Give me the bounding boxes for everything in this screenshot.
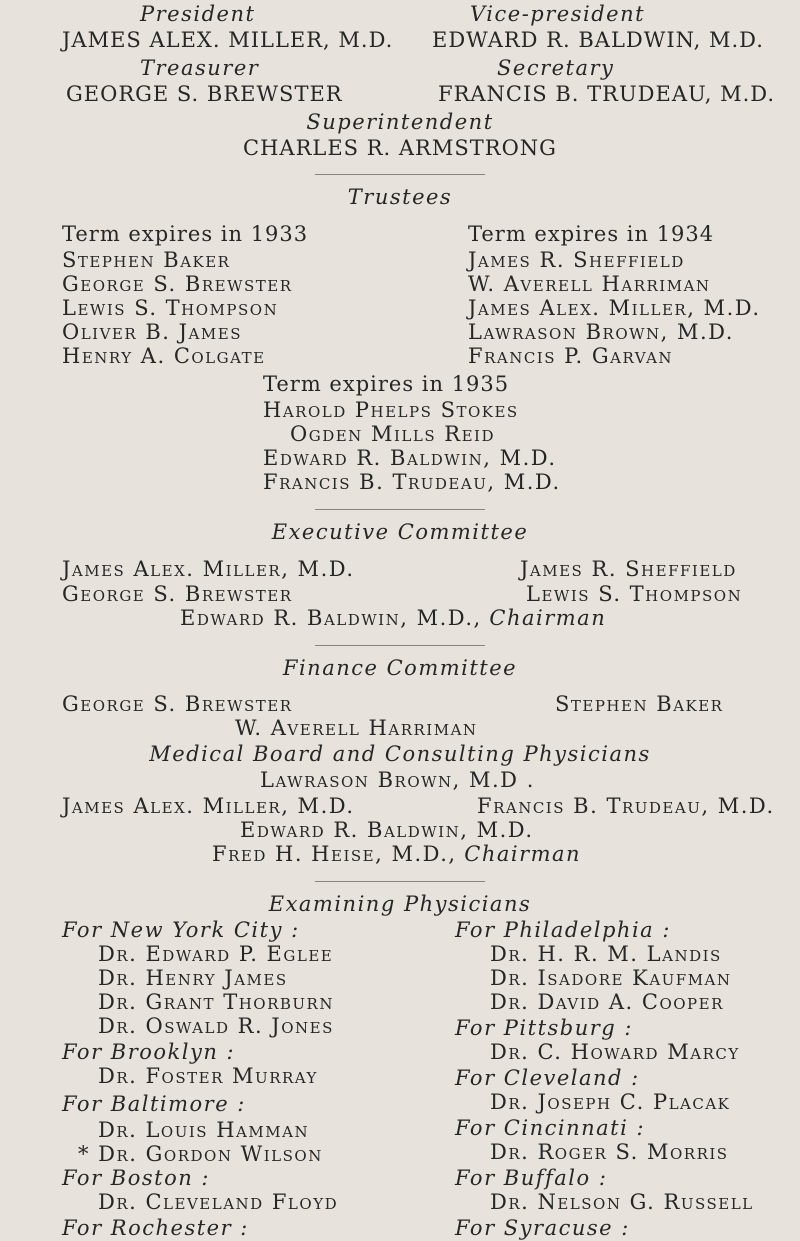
vice-president-name: EDWARD R. BALDWIN, M.D. <box>432 28 764 52</box>
city-label: For Syracuse : <box>455 1216 630 1240</box>
city-label: For Philadelphia : <box>455 918 671 942</box>
medical-chair-title: Chairman <box>464 842 582 866</box>
physician-name: Dr. Foster Murray <box>98 1064 318 1088</box>
treasurer-name: GEORGE S. BREWSTER <box>66 82 343 106</box>
superintendent-title: Superintendent <box>306 110 494 134</box>
executive-member: Lewis S. Thompson <box>526 582 743 606</box>
executive-chair-title: Chairman <box>489 606 607 630</box>
divider <box>315 174 485 175</box>
secretary-title: Secretary <box>497 56 615 80</box>
secretary-name: FRANCIS B. TRUDEAU, M.D. <box>438 82 776 106</box>
medical-member: Edward R. Baldwin, M.D. <box>240 818 534 842</box>
physician-name: Dr. David A. Cooper <box>490 990 724 1014</box>
term-1935-label: Term expires in 1935 <box>263 372 510 396</box>
trustee-name: Francis P. Garvan <box>468 344 674 368</box>
medical-member: James Alex. Miller, M.D. <box>62 794 355 818</box>
term-1934-label: Term expires in 1934 <box>468 222 715 246</box>
vice-president-title: Vice-president <box>470 2 646 26</box>
finance-member: Stephen Baker <box>555 692 724 716</box>
city-label: For Boston : <box>62 1166 210 1190</box>
executive-chairman <box>180 606 606 630</box>
city-label: For Baltimore : <box>62 1092 246 1116</box>
trustee-name: Edward R. Baldwin, M.D. <box>263 446 557 470</box>
trustee-name: Harold Phelps Stokes <box>263 398 519 422</box>
finance-heading: Finance Committee <box>282 656 518 680</box>
executive-chair-name: Edward R. Baldwin, M.D., <box>180 606 482 630</box>
finance-member: George S. Brewster <box>62 692 293 716</box>
trustee-name: Stephen Baker <box>62 248 231 272</box>
physician-name: Dr. Cleveland Floyd <box>98 1190 339 1214</box>
trustee-name: James Alex. Miller, M.D. <box>468 296 761 320</box>
trustee-name: James R. Sheffield <box>468 248 685 272</box>
trustee-name: Ogden Mills Reid <box>290 422 495 446</box>
trustee-name: W. Averell Harriman <box>468 272 711 296</box>
city-label: For Brooklyn : <box>62 1040 236 1064</box>
physician-name: Dr. Oswald R. Jones <box>98 1014 334 1038</box>
trustee-name: Lawrason Brown, M.D. <box>468 320 734 344</box>
physician-name: Dr. Grant Thorburn <box>98 990 334 1014</box>
trustees-heading: Trustees <box>347 185 453 209</box>
executive-member: James R. Sheffield <box>520 557 737 581</box>
physician-name: Dr. Joseph C. Placak <box>490 1090 731 1114</box>
divider <box>315 509 485 510</box>
executive-heading: Executive Committee <box>271 520 529 544</box>
medical-member: Francis B. Trudeau, M.D. <box>477 794 775 818</box>
examining-heading: Examining Physicians <box>268 892 532 916</box>
city-label: For Cleveland : <box>455 1066 640 1090</box>
trustee-name: Lewis S. Thompson <box>62 296 279 320</box>
divider <box>315 645 485 646</box>
superintendent-name: CHARLES R. ARMSTRONG <box>243 136 557 160</box>
trustee-name: Oliver B. James <box>62 320 242 344</box>
trustee-name: George S. Brewster <box>62 272 293 296</box>
physician-name: Dr. Henry James <box>98 966 288 990</box>
physician-name: Dr. Edward P. Eglee <box>98 942 334 966</box>
medical-heading: Medical Board and Consulting Physicians <box>149 742 651 766</box>
trustee-name: Henry A. Colgate <box>62 344 266 368</box>
president-title: President <box>140 2 256 26</box>
city-label: For Rochester : <box>62 1216 249 1240</box>
medical-chair-name: Fred H. Heise, M.D., <box>212 842 457 866</box>
city-label: For Pittsburg : <box>455 1016 633 1040</box>
city-label: For New York City : <box>62 918 300 942</box>
physician-name: Dr. Nelson G. Russell <box>490 1190 754 1214</box>
physician-name: Dr. Isadore Kaufman <box>490 966 732 990</box>
physician-name: Dr. Louis Hamman <box>98 1118 310 1142</box>
physician-name: * Dr. Gordon Wilson <box>78 1142 323 1166</box>
term-1933-label: Term expires in 1933 <box>62 222 309 246</box>
medical-chairman <box>212 842 581 866</box>
city-label: For Buffalo : <box>455 1166 608 1190</box>
medical-member: Lawrason Brown, M.D . <box>260 768 535 792</box>
executive-member: George S. Brewster <box>62 582 293 606</box>
divider <box>315 881 485 882</box>
president-name: JAMES ALEX. MILLER, M.D. <box>62 28 394 52</box>
executive-member: James Alex. Miller, M.D. <box>62 557 355 581</box>
trustee-name: Francis B. Trudeau, M.D. <box>263 470 561 494</box>
city-label: For Cincinnati : <box>455 1116 646 1140</box>
finance-member: W. Averell Harriman <box>235 716 478 740</box>
physician-name: Dr. H. R. M. Landis <box>490 942 722 966</box>
physician-name: Dr. C. Howard Marcy <box>490 1040 740 1064</box>
physician-name: Dr. Roger S. Morris <box>490 1140 729 1164</box>
treasurer-title: Treasurer <box>140 56 260 80</box>
